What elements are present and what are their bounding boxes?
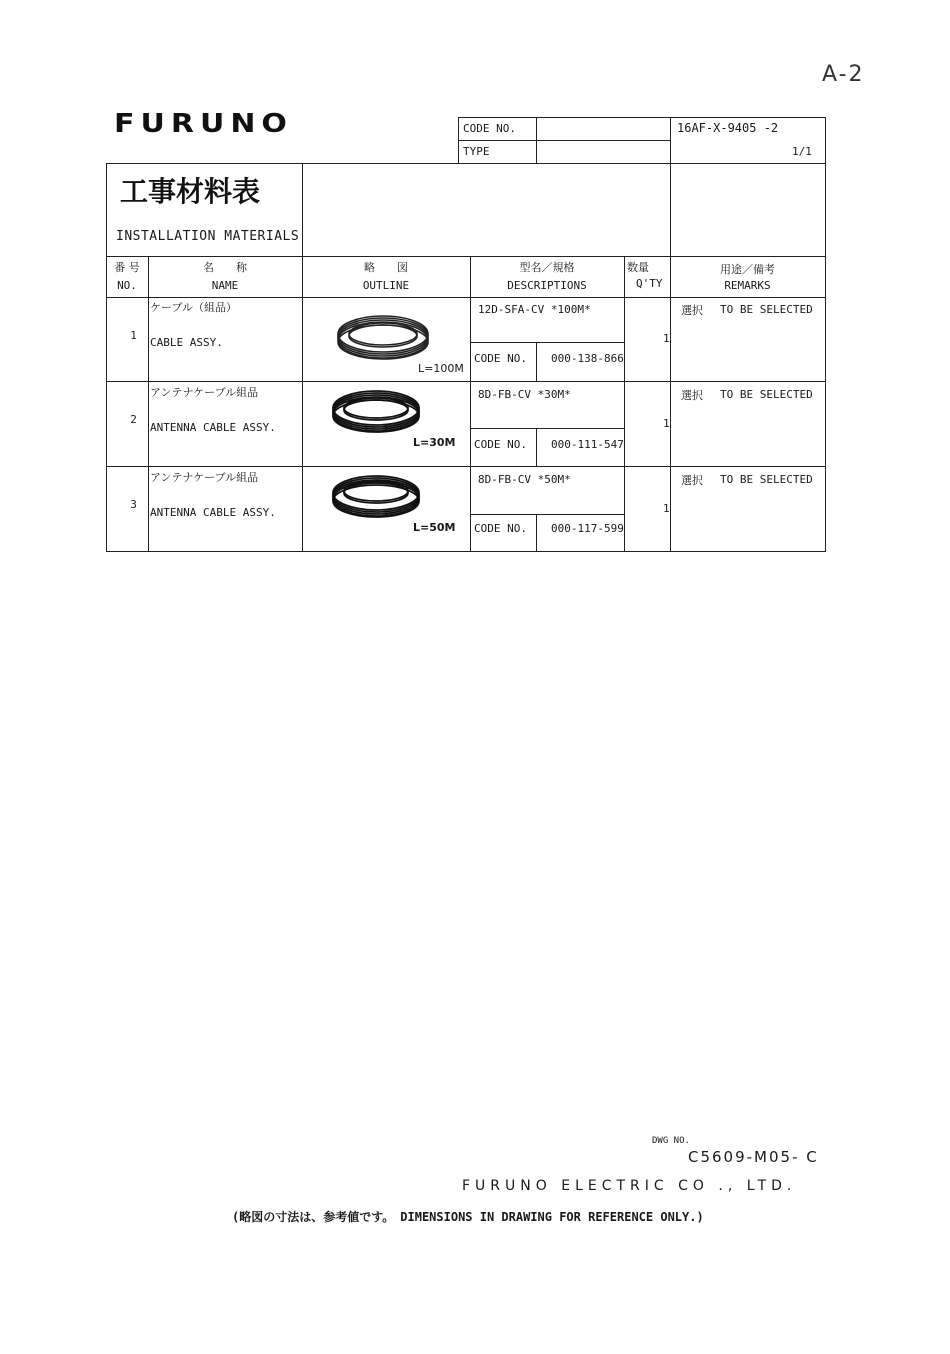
row2-remarks-jp: 選択 xyxy=(681,389,703,402)
row2-name-jp: アンテナケーブル組品 xyxy=(150,386,259,399)
type-label: TYPE xyxy=(463,145,490,158)
col-qty-remarks xyxy=(670,256,671,551)
row1-code: 000-138-866 xyxy=(551,352,624,365)
col-name-en: NAME xyxy=(211,279,239,292)
row1-name-en: CABLE ASSY. xyxy=(150,336,223,349)
row1-remarks-jp: 選択 xyxy=(681,304,703,317)
title-en: INSTALLATION MATERIALS xyxy=(116,229,300,244)
row3-code-label: CODE NO. xyxy=(474,522,527,535)
col-right xyxy=(825,256,826,551)
row1-cable-coil-icon xyxy=(336,312,430,360)
header-v4 xyxy=(825,117,826,163)
row2-qty: 1 xyxy=(663,417,670,430)
col-no-en: NO. xyxy=(117,279,137,292)
col-name-jp: 名 称 xyxy=(203,261,247,274)
row3-name-jp: アンテナケーブル組品 xyxy=(150,471,259,484)
header-bottom-line xyxy=(106,163,826,164)
row1-code-split xyxy=(536,342,537,381)
row2-length: L=30M xyxy=(413,436,456,449)
row1-code-label: CODE NO. xyxy=(474,352,527,365)
dwg-no-label: DWG NO. xyxy=(652,1136,690,1146)
row3-length: L=50M xyxy=(413,521,456,534)
col-desc-qty xyxy=(624,256,625,551)
table-header-bottom xyxy=(106,297,826,298)
doc-code: 16AF-X-9405 -2 xyxy=(677,121,779,135)
row2-bottom xyxy=(106,466,826,467)
row2-remarks-en: TO BE SELECTED xyxy=(720,388,813,401)
row3-desc-split xyxy=(470,514,624,515)
col-outline-jp: 略 図 xyxy=(364,261,408,274)
company-name: FURUNO ELECTRIC CO ., LTD. xyxy=(462,1178,797,1194)
row2-desc-split xyxy=(470,428,624,429)
furuno-logo: FURUNO xyxy=(114,109,293,139)
header-v3 xyxy=(670,117,671,163)
row3-name-en: ANTENNA CABLE ASSY. xyxy=(150,506,276,519)
col-remarks-jp: 用途／備考 xyxy=(720,263,775,276)
col-outline-desc xyxy=(470,256,471,551)
row1-name-jp: ケーブル（組品） xyxy=(150,301,238,314)
table-header-top xyxy=(106,256,826,257)
header-top-line xyxy=(458,117,825,118)
row3-bottom xyxy=(106,551,826,552)
row3-code: 000-117-599 xyxy=(551,522,624,535)
page-mark: A-2 xyxy=(822,62,865,87)
title-right-line xyxy=(825,163,826,256)
sheet-number: 1/1 xyxy=(792,145,812,158)
row1-qty: 1 xyxy=(663,332,670,345)
row2-type: 8D-FB-CV *30M* xyxy=(478,388,571,401)
col-remarks-en: REMARKS xyxy=(724,279,771,292)
header-v1 xyxy=(458,117,459,163)
row1-remarks-en: TO BE SELECTED xyxy=(720,303,813,316)
row2-no: 2 xyxy=(130,413,137,426)
title-left-line xyxy=(106,163,107,256)
row3-no: 3 xyxy=(130,498,137,511)
row1-bottom xyxy=(106,381,826,382)
row3-cable-coil-icon xyxy=(331,473,421,521)
col-desc-jp: 型名／規格 xyxy=(519,261,575,274)
row2-name-en: ANTENNA CABLE ASSY. xyxy=(150,421,276,434)
row2-cable-coil-icon xyxy=(331,388,421,434)
header-v2 xyxy=(536,117,537,163)
header-mid-line xyxy=(458,140,670,141)
title-jp: 工事材料表 xyxy=(120,175,261,208)
row2-code-label: CODE NO. xyxy=(474,438,527,451)
row1-desc-split xyxy=(470,342,624,343)
title-divider-1 xyxy=(302,163,303,256)
dwg-number: C5609-M05- C xyxy=(688,1148,819,1166)
row2-code: 000-111-547 xyxy=(551,438,624,451)
col-outline-en: OUTLINE xyxy=(362,279,410,292)
col-qty-jp: 数量 xyxy=(627,261,649,274)
title-divider-2 xyxy=(670,163,671,256)
row3-remarks-en: TO BE SELECTED xyxy=(720,473,813,486)
row3-qty: 1 xyxy=(663,502,670,515)
row2-code-split xyxy=(536,428,537,466)
col-no-jp: 番 号 xyxy=(114,261,140,274)
row1-no: 1 xyxy=(130,329,137,342)
reference-note: (略図の寸法は、参考値です。 DIMENSIONS IN DRAWING FOR REFERENCE ONLY.) xyxy=(232,1210,704,1224)
row3-remarks-jp: 選択 xyxy=(681,474,703,487)
row1-type: 12D-SFA-CV *100M* xyxy=(478,303,591,316)
row1-length: L=100M xyxy=(418,362,464,375)
row3-type: 8D-FB-CV *50M* xyxy=(478,473,571,486)
row3-code-split xyxy=(536,514,537,551)
col-name-outline xyxy=(302,256,303,551)
col-qty-en: Q'TY xyxy=(636,277,663,290)
col-desc-en: DESCRIPTIONS xyxy=(507,279,587,292)
code-no-label: CODE NO. xyxy=(463,122,516,135)
